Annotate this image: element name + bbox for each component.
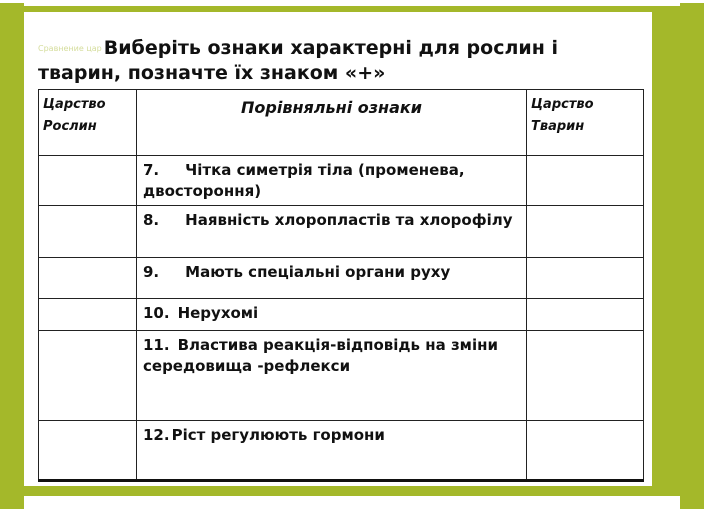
comparison-table [38,89,644,482]
plants-answer-cell[interactable] [39,331,137,421]
feature-number: 8. [143,211,160,229]
table-row [39,299,644,331]
feature-cell [137,258,527,299]
feature-number: 11. [143,336,170,354]
slide-title [38,36,638,86]
animals-answer-cell[interactable] [527,258,644,299]
header-animals-kingdom: Царство Тварин [527,90,644,156]
feature-cell [137,331,527,421]
table-row [39,258,644,299]
plants-answer-cell[interactable] [39,299,137,331]
table-row [39,421,644,481]
animals-answer-cell[interactable] [527,421,644,481]
feature-cell [137,206,527,258]
table-row [39,331,644,421]
animals-answer-cell[interactable] [527,299,644,331]
header-comparison-features: Порівняльні ознаки [137,90,527,156]
feature-cell [137,421,527,481]
slide-right-border [652,12,680,486]
feature-cell [137,299,527,331]
table-header-row [39,90,644,156]
feature-text: Ріст регулюють гормони [171,426,385,444]
plants-answer-cell[interactable] [39,206,137,258]
feature-text: Нерухомі [177,304,259,322]
faded-title-prefix: Сравнение цар [38,44,102,53]
previous-slide-edge [24,0,680,6]
feature-text: Наявність хлоропластів та хлорофілу [185,211,513,229]
feature-number: 7. [143,161,160,179]
next-slide-edge [24,496,680,509]
feature-text: Мають спеціальні органи руху [185,263,451,281]
plants-answer-cell[interactable] [39,421,137,481]
table-row [39,206,644,258]
feature-number: 10. [143,304,170,322]
animals-answer-cell[interactable] [527,206,644,258]
animals-answer-cell[interactable] [527,156,644,206]
animals-answer-cell[interactable] [527,331,644,421]
feature-number: 9. [143,263,160,281]
plants-answer-cell[interactable] [39,156,137,206]
title-text: Виберіть ознаки характерні для рослин і тварин, позначте їх знаком «+» [38,37,558,84]
plants-answer-cell[interactable] [39,258,137,299]
header-plants-kingdom: Царство Рослин [39,90,137,156]
feature-text: Чітка симетрія тіла (променева, двостороння) [143,161,465,200]
table-row [39,156,644,206]
feature-number: 12. [143,426,170,444]
feature-text: Властива реакція-відповідь на зміни середовища -рефлекси [143,336,498,375]
feature-cell [137,156,527,206]
